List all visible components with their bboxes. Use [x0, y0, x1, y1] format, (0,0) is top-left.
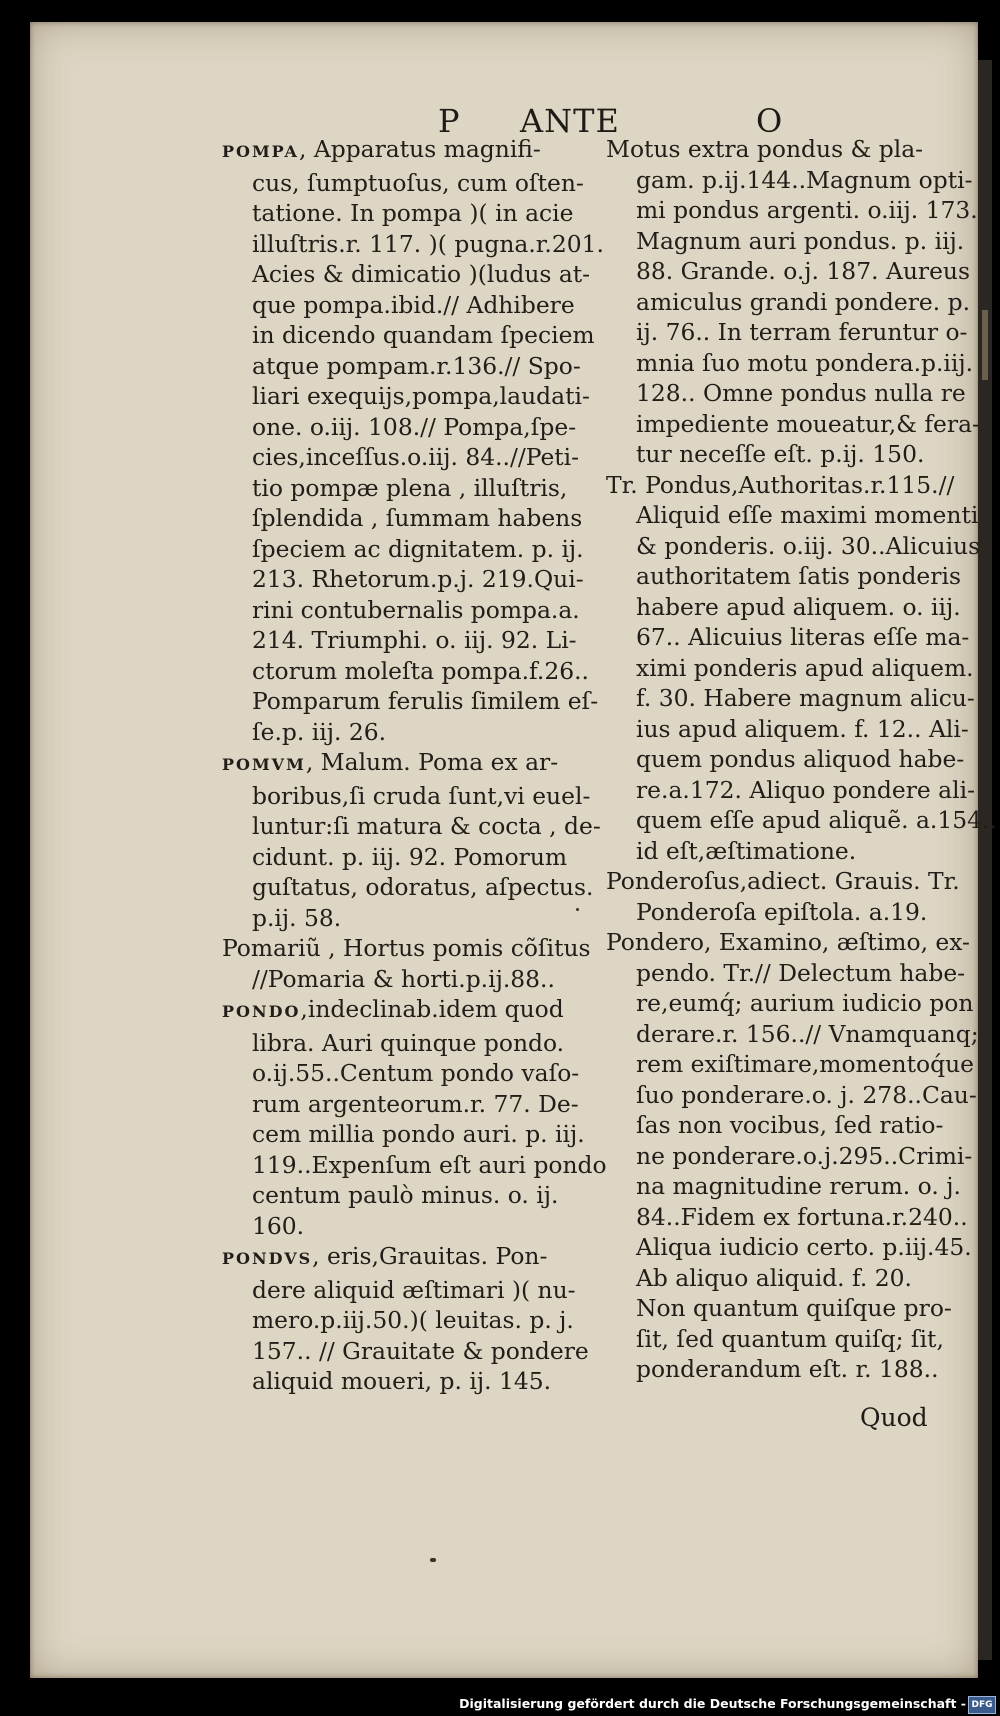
entry-text: liari exequijs,pompa,laudati- — [252, 382, 590, 410]
entry-line — [222, 503, 588, 534]
entry-text: //Pomaria & horti.p.ij.88.. — [252, 964, 555, 993]
entry-text: Non quantum quiſque pro- — [636, 1294, 952, 1322]
dictionary-entry — [606, 927, 978, 1385]
entry-text: quem eſſe apud aliquẽ. a.154.. — [636, 806, 997, 834]
entry-line — [222, 1089, 588, 1120]
entry-text: 88. Grande. o.j. 187. Aureus — [636, 257, 970, 285]
dictionary-entry — [606, 470, 997, 867]
entry-text: pendo. Tr.// Delectum habe- — [636, 958, 966, 987]
entry-text: rem exiſtimare,momentoq́ue — [636, 1050, 974, 1078]
entry-text: na magnitudine rerum. o. j. — [636, 1172, 961, 1200]
entry-text: Pomparum ferulis ſimilem eſ- — [252, 687, 599, 715]
entry-text: amiculus grandi pondere. p. — [636, 287, 971, 316]
entry-text: ,indeclinab.idem quod — [300, 995, 564, 1023]
entry-line — [222, 625, 588, 656]
entry-text: quem pondus aliquod habe- — [636, 745, 965, 773]
entry-text: ſas non vocibus, ſed ratio- — [636, 1111, 944, 1139]
entry-text: o.ij.55..Centum pondo vaſo- — [252, 1059, 580, 1087]
entry-line — [606, 226, 978, 257]
entry-text: ſe.p. iij. 26. — [252, 717, 387, 746]
entry-text: 157.. // Grauitate & pondere — [252, 1336, 589, 1365]
entry-text: Magnum auri pondus. p. iij. — [636, 226, 965, 255]
entry-text: authoritatem ſatis ponderis — [636, 562, 961, 590]
entry-text: Ab aliquo aliquid. f. 20. — [636, 1263, 912, 1292]
dfg-logo-icon: DFG — [968, 1696, 996, 1714]
entry-line — [606, 317, 978, 348]
entry-line — [606, 470, 978, 501]
entry-text: guſtatus, odoratus, aſpectus. — [252, 873, 594, 901]
dictionary-entry — [222, 933, 591, 994]
entry-text: Aliquid eſſe maximi momenti — [636, 501, 979, 529]
entry-text: ne ponderare.o.j.295..Crimi- — [636, 1141, 973, 1170]
entry-text: mero.p.iij.50.)( leuitas. p. j. — [252, 1306, 574, 1334]
entry-text: ſit, ſed quantum quiſq; ſit, — [636, 1324, 944, 1353]
catchword: Quod — [860, 1403, 928, 1432]
entry-headword: POMPA — [222, 142, 299, 161]
entry-text: tatione. In pompa )( in acie — [252, 199, 574, 227]
dictionary-entry — [222, 994, 607, 1241]
entry-line — [606, 1049, 978, 1080]
entry-line — [606, 775, 978, 806]
entry-line — [606, 1110, 978, 1141]
ink-spot — [576, 908, 579, 911]
entry-text: Aliqua iudicio certo. p.iij.45. — [636, 1233, 972, 1261]
entry-line — [222, 1211, 588, 1242]
entry-text: 213. Rhetorum.p.j. 219.Qui- — [252, 565, 584, 593]
entry-text: derare.r. 156..// Vnamquanq; — [636, 1019, 979, 1048]
entry-line — [222, 381, 588, 412]
entry-line — [222, 564, 588, 595]
entry-line — [606, 409, 978, 440]
entry-line — [606, 1324, 978, 1355]
entry-line — [606, 1019, 978, 1050]
entry-line — [222, 442, 588, 473]
entry-line — [222, 320, 595, 351]
ink-spot — [430, 1558, 436, 1562]
entry-line — [222, 1119, 588, 1150]
entry-line — [606, 195, 978, 226]
entry-line — [606, 1232, 978, 1263]
entry-text: cidunt. p. iij. 92. Pomorum — [252, 842, 568, 871]
entry-text: Pondero, Examino, æſtimo, ex- — [606, 928, 970, 956]
entry-text: ſpeciem ac dignitatem. p. ij. — [252, 534, 584, 563]
entry-line — [606, 1141, 978, 1172]
entry-line — [222, 781, 591, 812]
entry-line — [606, 1263, 978, 1294]
entry-line — [222, 290, 588, 321]
entry-line — [606, 958, 978, 989]
entry-line — [222, 1305, 588, 1336]
entry-line — [606, 897, 978, 928]
entry-headword: PONDVS — [222, 1249, 313, 1268]
entry-line — [606, 927, 978, 958]
entry-text: mi pondus argenti. o.iij. 173. — [636, 196, 978, 224]
entry-line — [222, 534, 588, 565]
page-edge — [978, 60, 992, 1660]
entry-line — [606, 439, 978, 470]
entry-text: 214. Triumphi. o. iij. 92. Li- — [252, 626, 577, 654]
entry-line — [222, 903, 588, 934]
entry-text: cus, ſumptuoſus, cum oſten- — [252, 168, 584, 197]
entry-text: cies,inceſſus.o.iij. 84..//Peti- — [252, 443, 580, 471]
entry-line — [222, 872, 594, 903]
entry-text: 160. — [252, 1211, 305, 1240]
footer-credit: Digitalisierung gefördert durch die Deutsche Forschungsgemeinschaft - — [459, 1696, 966, 1711]
entry-text: Ponderoſa epiſtola. a.19. — [636, 897, 928, 926]
entry-line — [222, 811, 601, 842]
entry-line — [222, 842, 588, 873]
footer-bar — [0, 1694, 1000, 1716]
entry-line — [606, 622, 978, 653]
entry-text: in dicendo quandam ſpeciem — [252, 321, 595, 349]
entry-line — [222, 351, 588, 382]
dictionary-entry — [222, 1241, 588, 1397]
entry-line — [606, 1171, 978, 1202]
entry-headword: PONDO — [222, 1002, 301, 1021]
dictionary-entry — [222, 134, 604, 747]
entry-text: que pompa.ibid.// Adhibere — [252, 290, 575, 319]
entry-line — [606, 1354, 978, 1385]
entry-line — [222, 1336, 588, 1367]
entry-line — [606, 683, 978, 714]
entry-line — [606, 836, 978, 867]
entry-text: Motus extra pondus & pla- — [606, 135, 924, 163]
entry-text: 67.. Alicuius literas eſſe ma- — [636, 623, 970, 651]
entry-text: ximi ponderis apud aliquem. — [636, 653, 974, 682]
entry-line — [222, 1180, 588, 1211]
entry-text: rum argenteorum.r. 77. De- — [252, 1089, 579, 1118]
entry-text: re.a.172. Aliquo pondere ali- — [636, 775, 975, 804]
entry-line — [606, 256, 978, 287]
entry-text: cem millia pondo auri. p. iij. — [252, 1120, 585, 1148]
entry-text: illuſtris.r. 117. )( pugna.r.201. — [252, 229, 604, 258]
entry-line — [222, 656, 588, 687]
entry-line — [222, 198, 588, 229]
entry-text: mnia ſuo motu pondera.p.iij. — [636, 348, 974, 377]
entry-text: tur neceſſe eſt. p.ij. 150. — [636, 440, 925, 468]
entry-text: tio pompæ plena , illuſtris, — [252, 473, 568, 502]
entry-text: atque pompam.r.136.// Spo- — [252, 351, 581, 380]
entry-line — [606, 653, 978, 684]
entry-line — [606, 348, 978, 379]
entry-line — [222, 168, 588, 199]
entry-line — [222, 259, 591, 290]
right-column — [606, 134, 997, 1385]
entry-text: dere aliquid æſtimari )( nu- — [252, 1275, 576, 1304]
entry-line — [606, 1202, 978, 1233]
entry-text: Pomariũ , Hortus pomis cõſitus — [222, 934, 591, 962]
entry-line — [606, 805, 997, 836]
entry-text: one. o.iij. 108.// Pompa,ſpe- — [252, 412, 577, 441]
entry-text: id eſt,æſtimatione. — [636, 836, 857, 865]
entry-line — [222, 473, 588, 504]
entry-text: , eris,Grauitas. Pon- — [312, 1242, 548, 1270]
dictionary-entry — [606, 866, 978, 927]
entry-line — [222, 412, 588, 443]
entry-line — [606, 287, 978, 318]
entry-text: ponderandum eſt. r. 188.. — [636, 1355, 939, 1383]
entry-line — [222, 134, 588, 168]
entry-line — [606, 561, 978, 592]
entry-line — [222, 994, 588, 1028]
binding-mark — [982, 310, 988, 380]
entry-line — [222, 1275, 588, 1306]
entry-line — [222, 1150, 607, 1181]
entry-line — [222, 1028, 588, 1059]
entry-text: ij. 76.. In terram feruntur o- — [636, 318, 968, 346]
entry-line — [222, 229, 604, 260]
entry-text: & ponderis. o.iij. 30..Alicuius — [636, 531, 981, 560]
entry-text: impediente moueatur,& fera- — [636, 409, 980, 438]
entry-text: Ponderoſus,adiect. Grauis. Tr. — [606, 867, 960, 895]
entry-text: f. 30. Habere magnum alicu- — [636, 684, 975, 712]
left-column — [222, 134, 607, 1397]
entry-text: ctorum moleſta pompa.f.26.. — [252, 656, 589, 685]
entry-line — [222, 595, 588, 626]
entry-line — [222, 686, 599, 717]
header-letter-o: O — [756, 102, 784, 140]
entry-text: , Malum. Poma ex ar- — [305, 748, 559, 776]
entry-line — [222, 1241, 588, 1275]
entry-text: 128.. Omne pondus nulla re — [636, 379, 966, 407]
entry-line — [606, 988, 978, 1019]
entry-line — [606, 500, 978, 531]
entry-line — [606, 165, 978, 196]
entry-line — [606, 1293, 978, 1324]
entry-line — [222, 964, 588, 995]
dictionary-entry — [222, 747, 601, 933]
dictionary-entry — [606, 134, 978, 470]
entry-text: ius apud aliquem. f. 12.. Ali- — [636, 714, 969, 743]
entry-text: re,eumq́; aurium iudicio pon — [636, 989, 974, 1017]
entry-line — [222, 1366, 588, 1397]
entry-text: centum paulò minus. o. ij. — [252, 1181, 559, 1209]
entry-line — [222, 933, 591, 964]
entry-line — [606, 592, 978, 623]
entry-text: luntur:ſi matura & cocta , de- — [252, 812, 601, 840]
entry-line — [606, 531, 981, 562]
entry-text: Acies & dimicatio )(ludus at- — [252, 260, 591, 288]
entry-text: boribus,ſi cruda ſunt,vi euel- — [252, 781, 591, 810]
entry-line — [222, 717, 588, 748]
entry-line — [606, 134, 978, 165]
entry-text: ſuo ponderare.o. j. 278..Cau- — [636, 1080, 977, 1109]
entry-line — [606, 1080, 978, 1111]
entry-line — [606, 378, 978, 409]
entry-headword: POMVM — [222, 755, 306, 774]
entry-line — [222, 747, 588, 781]
entry-text: ſplendida , ſummam habens — [252, 504, 583, 532]
entry-line — [606, 744, 978, 775]
entry-line — [606, 714, 978, 745]
entry-text: aliquid moueri, p. ij. 145. — [252, 1367, 552, 1395]
entry-text: Tr. Pondus,Authoritas.r.115.// — [606, 470, 955, 499]
entry-text: 119..Expenſum eſt auri pondo — [252, 1150, 607, 1179]
entry-line — [606, 866, 978, 897]
entry-text: habere apud aliquem. o. iij. — [636, 592, 961, 621]
entry-text: , Apparatus magnifi- — [298, 135, 541, 163]
entry-text: gam. p.ij.144..Magnum opti- — [636, 165, 973, 194]
entry-text: libra. Auri quinque pondo. — [252, 1028, 565, 1057]
header-ante: ANTE — [520, 102, 620, 140]
entry-text: 84..Fidem ex fortuna.r.240.. — [636, 1202, 968, 1231]
entry-text: p.ij. 58. — [252, 903, 342, 932]
entry-text: rini contubernalis pompa.a. — [252, 595, 580, 624]
header-letter-p: P — [438, 102, 461, 140]
entry-line — [222, 1058, 588, 1089]
